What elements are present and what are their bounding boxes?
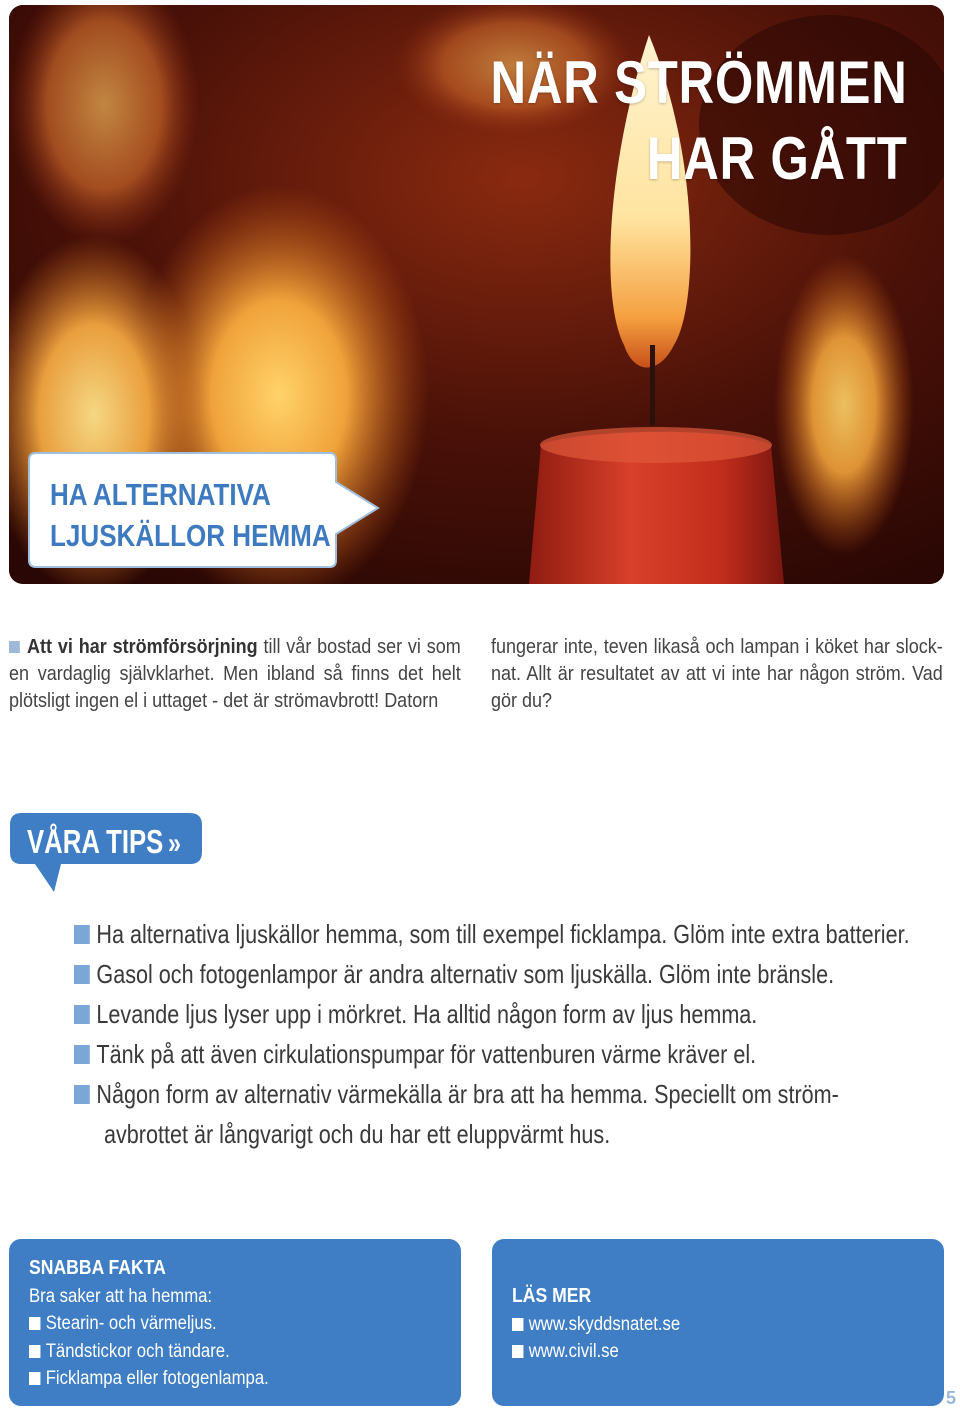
tip-item-continuation: avbrottet är långvarigt och du har ett eluppvärmt hus. xyxy=(104,1119,611,1149)
quick-facts-box xyxy=(9,1239,461,1406)
bullet-square-icon xyxy=(74,965,90,984)
double-chevron-icon: » xyxy=(168,827,182,860)
bullet-square-icon xyxy=(74,1005,90,1024)
intro-column-2 xyxy=(491,634,943,715)
intro-bold-lead: Att vi har strömförsörjning xyxy=(27,636,258,658)
bullet-square-icon xyxy=(512,1345,523,1358)
tips-heading xyxy=(27,820,181,866)
tip-item: Levande ljus lyser upp i mörkret. Ha alltid någon form av ljus hemma. xyxy=(74,994,954,1034)
list-item: Stearin- och värmeljus. xyxy=(29,1310,269,1338)
tip-item: Tänk på att även cirkulationspumpar för vattenburen värme kräver el. xyxy=(74,1034,954,1074)
section-callout xyxy=(28,452,380,568)
quick-facts-subheading: Bra saker att ha hemma: xyxy=(29,1285,213,1307)
tips-heading-tag xyxy=(9,812,204,894)
title-line-2: HAR GÅTT xyxy=(647,125,908,192)
bullet-square-icon xyxy=(29,1372,40,1385)
intro-text-continued: fungerar inte, teven likaså och lampan i köket har slock-nat. Allt är resultatet av att vi inte har någon ström. Vad gör du? xyxy=(491,636,943,712)
bullet-square-icon xyxy=(74,1085,90,1104)
quick-facts-heading: SNABBA FAKTA xyxy=(29,1257,166,1279)
tips-heading-label: VÅRA TIPS xyxy=(27,823,164,860)
tips-list xyxy=(74,914,954,1154)
tip-item: Ha alternativa ljuskällor hemma, som till exempel ficklampa. Glöm inte extra batterier. xyxy=(74,914,954,954)
read-more-heading: LÄS MER xyxy=(512,1285,592,1307)
callout-line-1: HA ALTERNATIVA xyxy=(50,477,271,512)
tip-item: Någon form av alternativ värmekälla är bra att ha hemma. Speciellt om ström- xyxy=(74,1074,954,1114)
intro-text: till vår bostad ser vi som en vardaglig självklarhet. Men ibland så finns det helt plötsligt ingen el i uttaget - det är strömavbrott! Datorn xyxy=(9,636,461,712)
callout-line-2: LJUSKÄLLOR HEMMA xyxy=(50,518,331,553)
page-number: 5 xyxy=(945,1388,956,1408)
tip-item: Gasol och fotogenlampor är andra alternativ som ljuskälla. Glöm inte bränsle. xyxy=(74,954,954,994)
title-line-1: NÄR STRÖMMEN xyxy=(490,49,908,116)
bullet-square-icon xyxy=(512,1318,523,1331)
page-title xyxy=(491,45,908,197)
bullet-square-icon xyxy=(29,1345,40,1358)
link-civil[interactable]: www.civil.se xyxy=(528,1341,619,1362)
link-skyddsnatet[interactable]: www.skyddsnatet.se xyxy=(528,1313,681,1335)
bullet-square-icon xyxy=(29,1317,40,1330)
bullet-square-icon xyxy=(74,1045,90,1064)
link-item[interactable] xyxy=(512,1311,680,1339)
intro-column-1 xyxy=(9,634,461,715)
read-more-box xyxy=(492,1239,944,1406)
bullet-square-icon xyxy=(74,925,90,944)
list-item: Ficklampa eller fotogenlampa. xyxy=(29,1365,269,1393)
callout-heading xyxy=(50,474,331,556)
list-item: Tändstickor och tändare. xyxy=(29,1338,269,1366)
bullet-square-icon xyxy=(9,641,20,653)
link-item[interactable] xyxy=(512,1338,680,1366)
